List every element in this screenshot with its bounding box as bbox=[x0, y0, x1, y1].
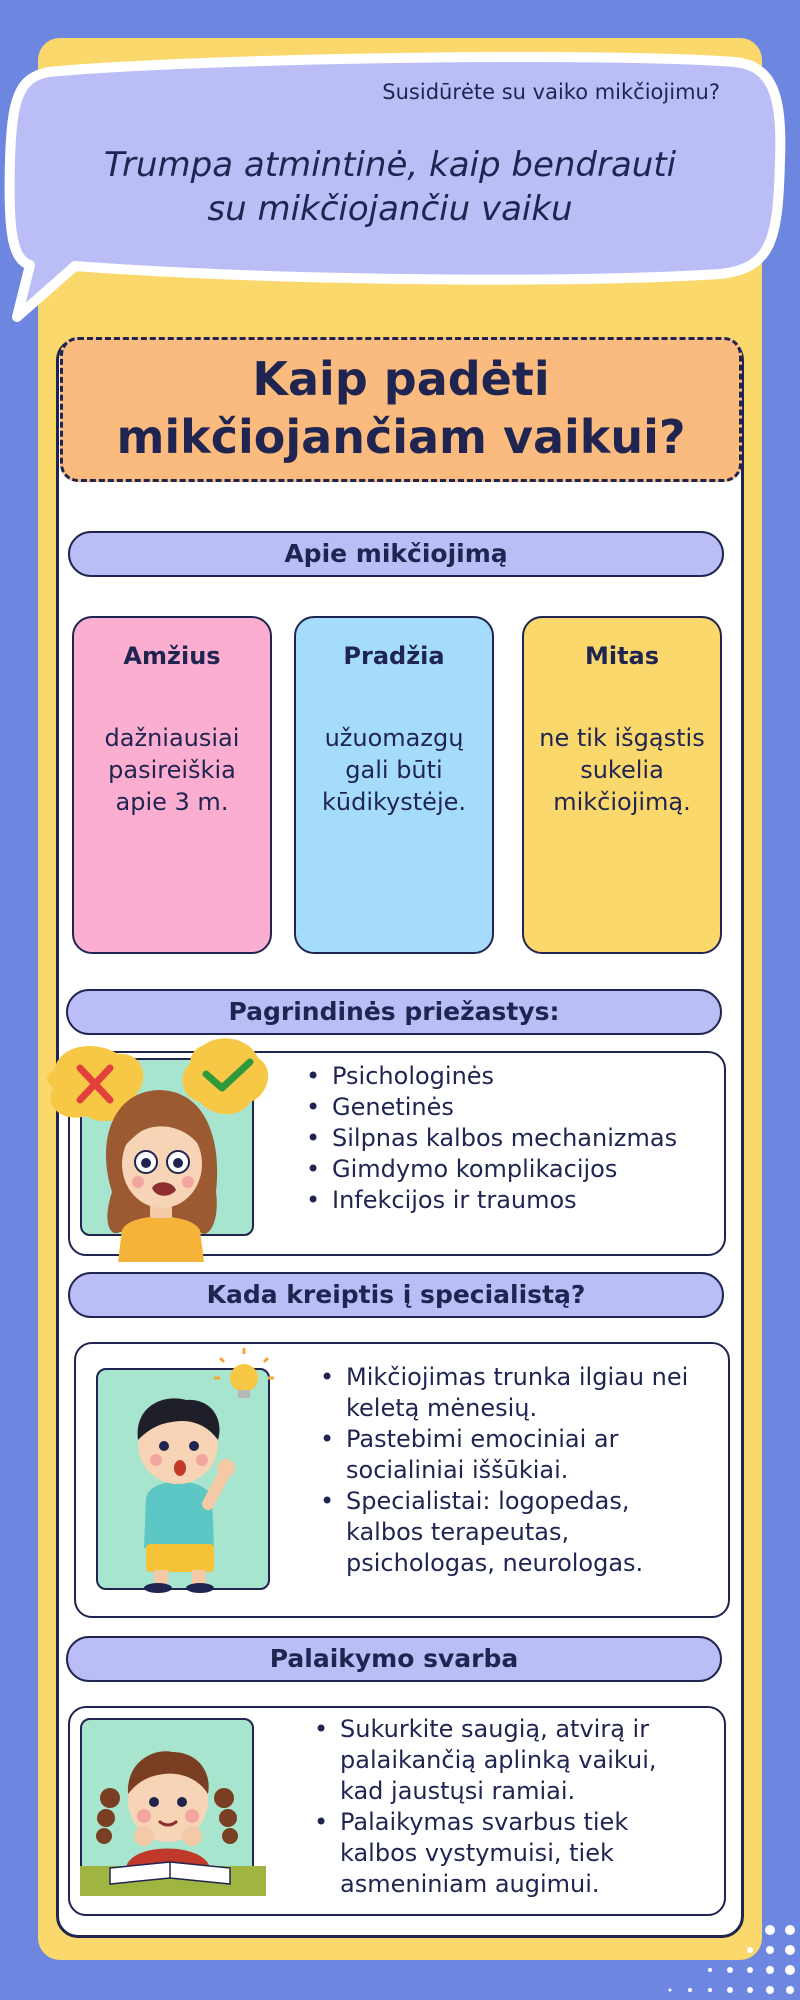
info-card-text: užuomazgų gali būti kūdikystėje. bbox=[322, 724, 466, 816]
list-item: • Psichologinės bbox=[300, 1061, 720, 1092]
list-item: • Infekcijos ir traumos bbox=[300, 1185, 720, 1216]
info-card-start bbox=[294, 616, 494, 954]
list-item: • Specialistai: logopedas, kalbos terapeutas, psichologas, neurologas. bbox=[314, 1486, 734, 1579]
list-item: • Silpnas kalbos mechanizmas bbox=[300, 1123, 720, 1154]
header-title-line2: su mikčiojančiu vaiku bbox=[207, 189, 573, 229]
support-heading: Palaikymo svarba bbox=[66, 1636, 722, 1682]
green-check-badge bbox=[183, 1038, 269, 1114]
main-title bbox=[60, 350, 742, 466]
main-title-line1: Kaip padėti bbox=[252, 352, 550, 406]
info-card-text: ne tik išgąstis sukelia mikčiojimą. bbox=[539, 724, 705, 816]
thinking-boy-illustration bbox=[96, 1348, 276, 1593]
list-item: • Sukurkite saugią, atvirą ir palaikančią aplinką vaikui, kad jaustųsi ramiai. bbox=[308, 1714, 728, 1807]
decorative-dots bbox=[630, 1910, 800, 2000]
support-list bbox=[308, 1714, 728, 1900]
list-item: • Pastebimi emociniai ar socialiniai iššūkiai. bbox=[314, 1424, 734, 1486]
list-item: • Gimdymo komplikacijos bbox=[300, 1154, 720, 1185]
header-subtitle: Susidūrėte su vaiko mikčiojimu? bbox=[382, 80, 720, 104]
info-card-title: Pradžia bbox=[343, 642, 445, 670]
list-item: • Palaikymas svarbus tiek kalbos vystymuisi, tiek asmeniniam augimui. bbox=[308, 1807, 728, 1900]
specialist-list bbox=[314, 1362, 734, 1579]
list-item: • Genetinės bbox=[300, 1092, 720, 1123]
info-card-myth bbox=[522, 616, 722, 954]
list-item: • Mikčiojimas trunka ilgiau nei keletą mėnesių. bbox=[314, 1362, 734, 1424]
confused-girl-illustration bbox=[40, 1032, 270, 1262]
main-title-line2: mikčiojančiam vaikui? bbox=[116, 410, 686, 464]
specialist-heading: Kada kreiptis į specialistą? bbox=[68, 1272, 724, 1318]
info-card-title: Amžius bbox=[123, 642, 221, 670]
info-card-age bbox=[72, 616, 272, 954]
reading-girl-illustration bbox=[80, 1718, 266, 1896]
info-card-title: Mitas bbox=[584, 642, 660, 670]
header-title bbox=[80, 143, 700, 231]
causes-heading: Pagrindinės priežastys: bbox=[66, 989, 722, 1035]
header-title-line1: Trumpa atmintinė, kaip bendrauti bbox=[103, 145, 677, 185]
lightbulb-icon bbox=[214, 1348, 274, 1398]
about-heading: Apie mikčiojimą bbox=[68, 531, 724, 577]
causes-list bbox=[300, 1061, 720, 1216]
info-card-text: dažniausiai pasireiškia apie 3 m. bbox=[104, 724, 240, 816]
